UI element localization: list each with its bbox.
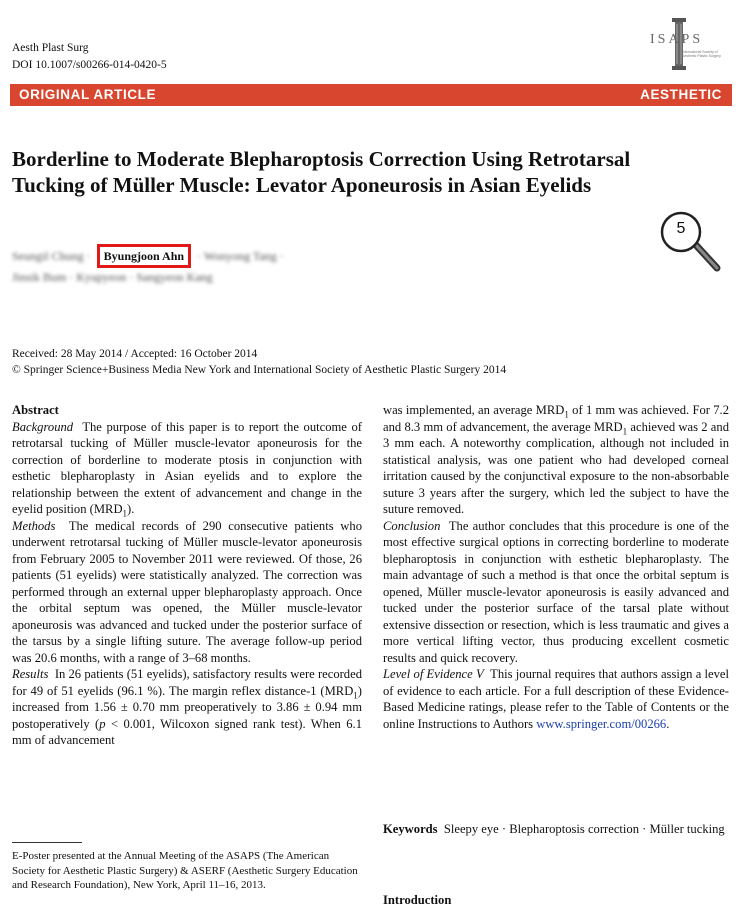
author-name: Wonyong Tang bbox=[203, 249, 277, 263]
level-label: Level of Evidence V bbox=[383, 667, 484, 681]
author-name: Sangyeon Kang bbox=[136, 270, 213, 284]
doi: DOI 10.1007/s00266-014-0420-5 bbox=[12, 59, 167, 71]
abstract-level-of-evidence: Level of Evidence V This journal requires that authors assign a level of evidence to each article. For a full description of these Evidence-Based Medicine ratings, please refer to the Table of Contents or the online Instructions to Authors www.springer.com/00266. bbox=[383, 667, 730, 731]
badge-number: 5 bbox=[676, 220, 686, 237]
banner-right-label: AESTHETIC bbox=[640, 87, 722, 102]
highlighted-author: Byungjoon Ahn bbox=[97, 244, 191, 268]
abstract-conclusion: Conclusion The author concludes that this procedure is one of the most effective surgical options in correcting borderline to moderate blepharoptosis in conjunction with esthetic blepharoplasty. The main advantage of such a method is that once the orbital septum is opened, Müller muscle-levator aponeurosis is easily advanced and tucked under the posterior surface of the tarsal plate without extensive dissection or resection, which is less traumatic and gives a more vertical lifting vector, thus producing excellent cosmetic results and quick recovery. bbox=[383, 518, 729, 665]
publication-dates bbox=[12, 346, 712, 378]
conclusion-label: Conclusion bbox=[383, 518, 441, 533]
magnifier-icon bbox=[655, 210, 727, 278]
isaps-logo bbox=[620, 16, 728, 76]
banner-left-label: ORIGINAL ARTICLE bbox=[19, 87, 157, 102]
abstract-left-column bbox=[12, 402, 362, 749]
results-label: Results bbox=[12, 667, 49, 681]
abstract-results-continued: was implemented, an average $MRD_1$ of 1 mm was achieved. For 7.2 and 8.3 mm of advancement, the average $MRD_1$ achieved was 2 and 3 mm each. A noteworthy complication, although not included in statistical analysis, was one patient who had developed corneal irritation caused by the conjunctival exposure to the non-absorbable suture 3 years after the surgery, which led the subject to have the suture removed. bbox=[383, 403, 729, 516]
footnote: E-Poster presented at the Annual Meeting of the ASAPS (The American Society for Aesthetic Plastic Surgery) & ASERF (Aesthetic Surgery Education and Research Foundation), New York, April 11–16, 2013. bbox=[12, 850, 358, 891]
keywords bbox=[383, 820, 729, 838]
footnote-divider bbox=[12, 842, 82, 843]
magnifier-badge bbox=[655, 210, 727, 278]
methods-label: Methods bbox=[12, 518, 56, 533]
background-label: Background bbox=[12, 419, 74, 434]
abstract-background: Background The purpose of this paper is to report the outcome of retrotarsal tucking of Müller muscle-levator aponeurosis for the correction of borderline to moderate ptosis in conjunction with esthetic blepharoplasty in Asian eyelids and to explore the relationship between the extent of advancement and change in the eyelid position $(MRD_1)$. bbox=[12, 419, 362, 519]
author-name: Seungil Chung bbox=[12, 249, 84, 263]
logo-text: ISAPS bbox=[650, 32, 704, 47]
abstract-results: Results In 26 patients (51 eyelids), satisfactory results were recorded for 49 of 51 eyelids (96.1 %). The margin reflex distance-1 $(MRD_1)$ increased from 1.56 ± 0.70 mm preoperatively to 3.86 ± 0.94 mm postoperatively (p < 0.001, Wilcoxon signed rank test). When 6.1 mm of advancement bbox=[12, 667, 362, 747]
article-title: Borderline to Moderate Blepharoptosis Correction Using Retrotarsal Tucking of Müller Muscle: Levator Aponeurosis in Asian Eyelids bbox=[12, 147, 631, 197]
copyright: © Springer Science+Business Media New York and International Society of Aesthetic Plastic Surgery 2014 bbox=[12, 364, 507, 376]
author-list: Seungil Chung · Byungjoon Ahn · Wonyong Tang · Jinsik Bum · Kyupyeon · Sangyeon Kang bbox=[12, 244, 392, 286]
logo-subtext: International Society of Aesthetic Plastic Surgery bbox=[682, 50, 721, 58]
received-accepted: Received: 28 May 2014 / Accepted: 16 October 2014 bbox=[12, 348, 258, 360]
abstract-methods: Methods The medical records of 290 consecutive patients who underwent retrotarsal tucking of Müller muscle-levator aponeurosis from February 2005 to November 2011 were reviewed. Of those, 26 patients (51 eyelids) were statistically analyzed. The correction was performed through an external upper blepharoplasty approach. Once the orbital septum was opened, the Müller muscle-levator aponeurosis was advanced and tucked under the posterior surface of the tarsus by a single lifting suture. The average follow-up period was 20.6 months, with a range of 3–68 months. bbox=[12, 518, 363, 665]
author-name: Jinsik Bum bbox=[12, 270, 67, 284]
introduction-heading: Introduction bbox=[383, 893, 452, 907]
keywords-label: Keywords bbox=[383, 822, 438, 836]
article-type-banner bbox=[10, 84, 732, 106]
springer-link[interactable]: www.springer.com/00266 bbox=[536, 716, 667, 731]
author-name: Kyupyeon bbox=[76, 270, 127, 284]
abstract-right-column bbox=[383, 402, 729, 732]
journal-header bbox=[12, 40, 167, 74]
journal-name: Aesth Plast Surg bbox=[12, 42, 89, 54]
keywords-text: Sleepy eye · Blepharoptosis correction · Müller tucking bbox=[443, 822, 725, 836]
abstract-heading: Abstract bbox=[12, 403, 59, 417]
